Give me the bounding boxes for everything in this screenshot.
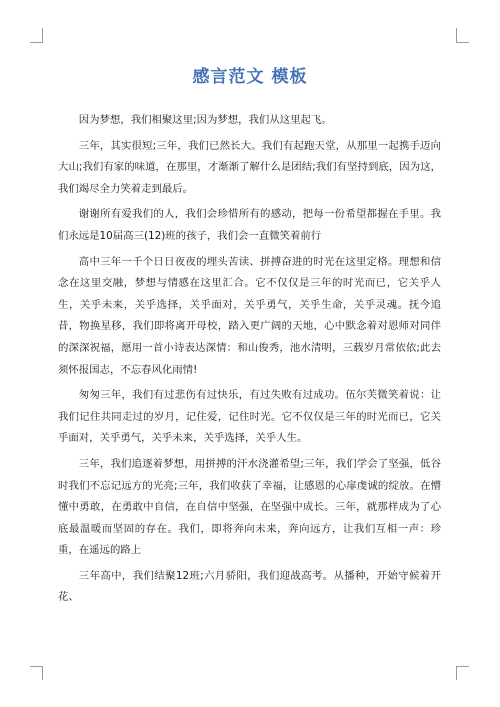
- paragraph: 谢谢所有爱我们的人，我们会珍惜所有的感动，把每一份希望都握在手里。我们永远是10届高三(12)班的孩子，我们会一直微笑着前行: [58, 208, 441, 242]
- document-title: 感言范文 模板: [192, 67, 308, 87]
- paragraph: 三年，其实很短;三年，我们已然长大。我们有起跑天堂，从那里一起携手迈向大山;我们有家的味道，在那里，才渐渐了解什么是团结;我们有坚持到底，因为这，我们竭尽全力笑着走到最后。: [58, 139, 441, 195]
- paragraph: 三年，我们追逐着梦想，用拼搏的汗水浇灌希望;三年，我们学会了坚强，低谷时我们不忘记远方的光亮;三年，我们收获了幸福，让感恩的心扉虔诚的绽放。在懵懂中勇敢，在勇敢中自信，在自信中坚强，在坚强中成长。三年，就那样成为了心底最温暖而坚固的存在。我们，即将奔向未来，奔向远方，让我们互相一声：珍重，在遥远的路上: [58, 457, 441, 557]
- paragraph: 三年高中，我们结聚12班;六月骄阳，我们迎战高考。从播种，开始守候着开花、: [58, 569, 441, 604]
- paragraph: 高中三年一千个日日夜夜的埋头苦读、拼搏奋进的时光在这里定格。理想和信念在这里交融，梦想与情感在这里汇合。它不仅仅是三年的时光而已，它关乎人生，关乎未来，关乎选择，关乎面对，关乎勇气，关乎生命，关乎灵魂。抚今追昔，物换星移，我们即将离开母校，踏入更广阔的天地，心中默念着对恩师对同伴的深深祝福，愿用一首小诗表达深情：和山俊秀，池水清明，三载岁月常依依;此去须怀报国志，不忘春风化雨情!: [58, 255, 441, 376]
- paragraph: 匆匆三年，我们有过悲伤有过快乐，有过失败有过成功。伍尔芙微笑着说：让我们记住共同走过的岁月，记住爱，记住时光。它不仅仅是三年的时光而已，它关乎面对，关乎勇气，关乎未来，关乎选择，关乎人生。: [58, 389, 441, 445]
- document-body: [58, 110, 441, 613]
- paragraph: 因为梦想，我们相聚这里;因为梦想，我们从这里起飞。: [78, 114, 332, 126]
